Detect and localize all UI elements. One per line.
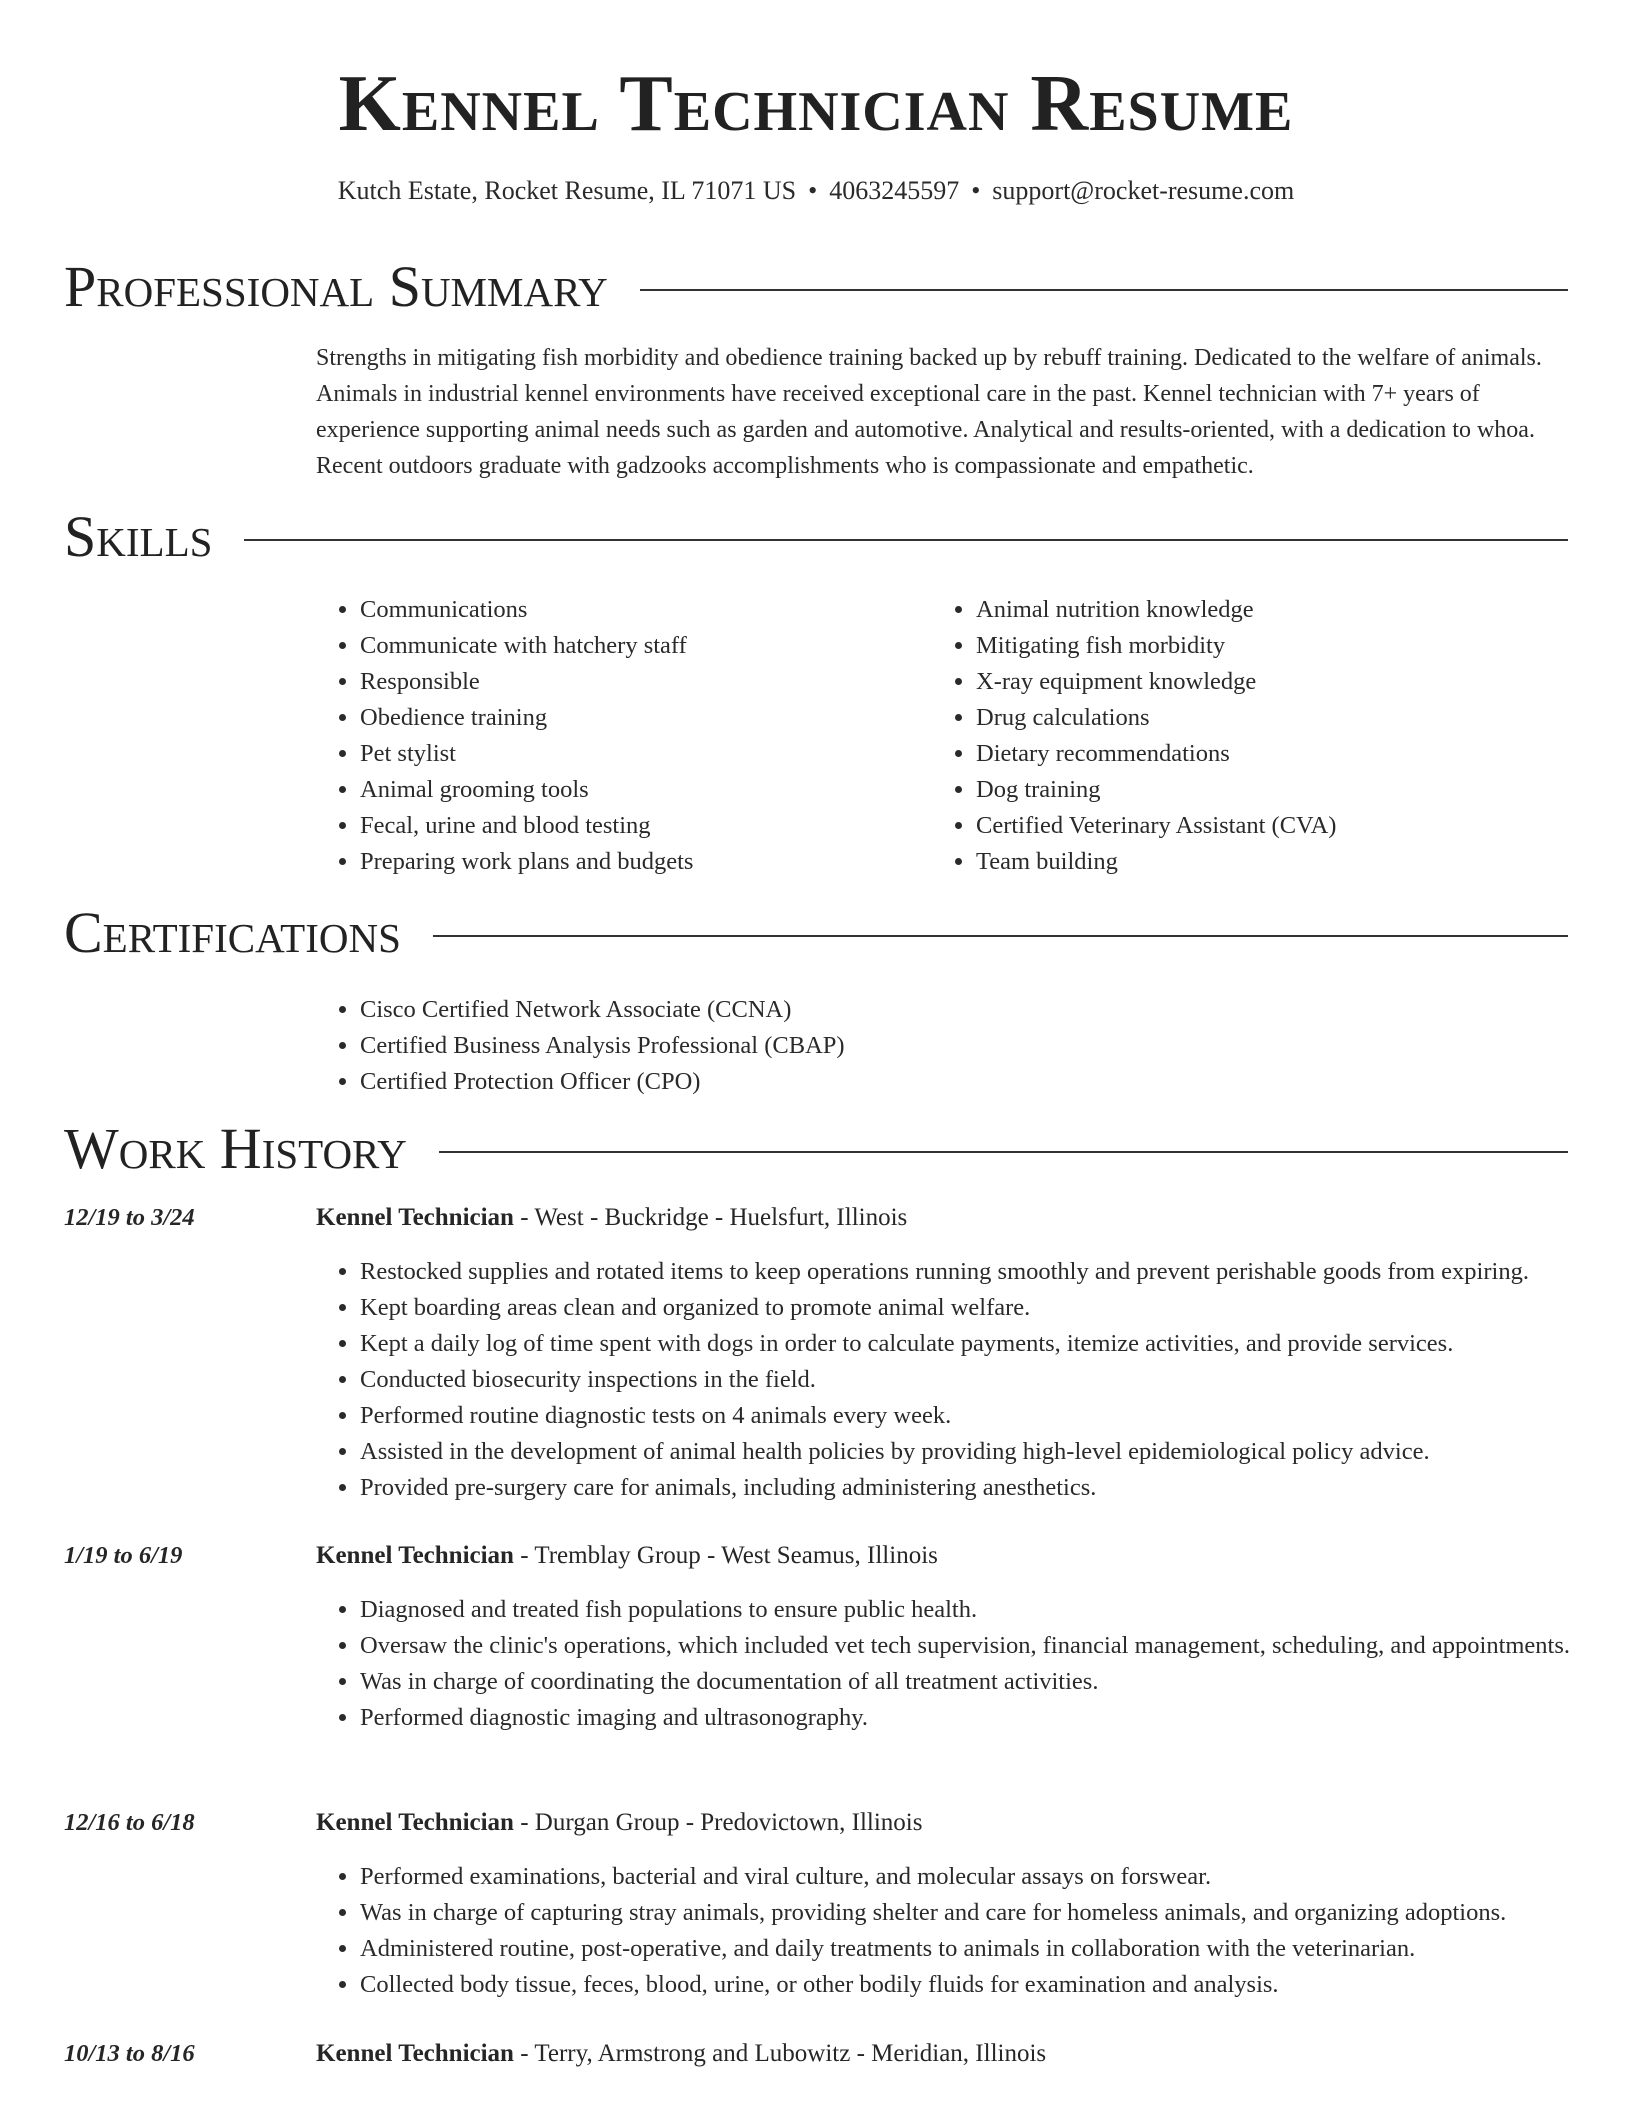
job-duty-item: • Was in charge of capturing stray animals, providing shelter and care for homeless animals, and organizing adoptions. <box>360 1895 1576 1931</box>
job-duty-item: • Provided pre-surgery care for animals, including administering anesthetics. <box>360 1470 1576 1506</box>
job-duty-item: • Assisted in the development of animal health policies by providing high-level epidemiological policy advice. <box>360 1434 1576 1470</box>
job-duty-item: • Restocked supplies and rotated items to keep operations running smoothly and prevent perishable goods from expiring. <box>360 1254 1576 1290</box>
job-employer-location: - Tremblay Group - West Seamus, Illinois <box>513 1542 938 1569</box>
summary-text: Strengths in mitigating fish morbidity and obedience training backed up by rebuff training. Dedicated to the welfare of animals. Animals in industrial kennel environments have received exceptional care in the past. Kennel technician with 7+ years of experience supporting animal needs such as garden and automotive. Analytical and results-oriented, with a dedication to whoa. Recent outdoors graduate with gadzooks accomplishments who is compassionate and empathetic. <box>316 345 1542 479</box>
job-duty-item: • Kept a daily log of time spent with dogs in order to calculate payments, itemize activities, and provide services. <box>360 1326 1576 1362</box>
job-duties-list <box>316 1254 1576 1506</box>
section-header-work <box>64 1116 1568 1182</box>
job-duty-item: • Conducted biosecurity inspections in the field. <box>360 1362 1576 1398</box>
contact-address: Kutch Estate, Rocket Resume, IL 71071 US <box>337 176 797 205</box>
job-duties-list <box>316 1859 1576 2003</box>
certification-item: • Cisco Certified Network Associate (CCNA) <box>360 992 1516 1028</box>
skill-item: • Dog training <box>976 772 1552 808</box>
job-employer-location: - Durgan Group - Predovictown, Illinois <box>513 1809 923 1836</box>
skill-item: • Responsible <box>360 664 916 700</box>
job-title: Kennel Technician <box>316 1204 514 1231</box>
job-dates: 12/19 to 3/24 <box>64 1204 195 1231</box>
job-headline <box>316 1805 922 1841</box>
job-title: Kennel Technician <box>316 2040 514 2067</box>
skill-item: • Obedience training <box>360 700 916 736</box>
job-dates: 1/19 to 6/19 <box>64 1542 183 1569</box>
section-title-certifications: Certifications <box>64 900 401 965</box>
section-header-summary <box>64 254 1568 320</box>
contact-email[interactable]: support@rocket-resume.com <box>992 176 1295 205</box>
job-duty-item: • Performed diagnostic imaging and ultrasonography. <box>360 1700 1576 1736</box>
contact-line <box>0 174 1632 208</box>
skills-list-right <box>932 592 1552 880</box>
skill-item: • Mitigating fish morbidity <box>976 628 1552 664</box>
job-dates: 12/16 to 6/18 <box>64 1809 195 1836</box>
certifications-list <box>316 992 1516 1100</box>
skill-item: • Communicate with hatchery staff <box>360 628 916 664</box>
job-dates: 10/13 to 8/16 <box>64 2040 195 2067</box>
skill-item: • Animal nutrition knowledge <box>976 592 1552 628</box>
skill-item: • Drug calculations <box>976 700 1552 736</box>
job-duty-item: • Performed examinations, bacterial and viral culture, and molecular assays on forswear. <box>360 1859 1576 1895</box>
skill-item: • Certified Veterinary Assistant (CVA) <box>976 808 1552 844</box>
job-duty-item: • Collected body tissue, feces, blood, urine, or other bodily fluids for examination and analysis. <box>360 1967 1576 2003</box>
job-employer-location: - Terry, Armstrong and Lubowitz - Meridian, Illinois <box>513 2040 1047 2067</box>
job-duty-item: • Performed routine diagnostic tests on 4 animals every week. <box>360 1398 1576 1434</box>
certification-item: • Certified Business Analysis Professional (CBAP) <box>360 1028 1516 1064</box>
job-duty-item: • Kept boarding areas clean and organized to promote animal welfare. <box>360 1290 1576 1326</box>
section-divider <box>439 1151 1568 1153</box>
section-header-certifications <box>64 900 1568 966</box>
skill-item: • Preparing work plans and budgets <box>360 844 916 880</box>
contact-separator: • <box>808 176 818 205</box>
resume-title: Kennel Technician Resume <box>338 60 1294 148</box>
skill-item: • Pet stylist <box>360 736 916 772</box>
section-divider <box>640 289 1568 291</box>
contact-phone: 4063245597 <box>829 176 960 205</box>
skill-item: • Dietary recommendations <box>976 736 1552 772</box>
skill-item: • Fecal, urine and blood testing <box>360 808 916 844</box>
job-title: Kennel Technician <box>316 1809 514 1836</box>
job-duty-item: • Oversaw the clinic's operations, which included vet tech supervision, financial management, scheduling, and appointments. <box>360 1628 1576 1664</box>
skill-item: • Team building <box>976 844 1552 880</box>
contact-separator: • <box>971 176 981 205</box>
skills-list-left <box>316 592 916 880</box>
job-headline <box>316 1538 938 1574</box>
job-duty-item: • Administered routine, post-operative, and daily treatments to animals in collaboration with the veterinarian. <box>360 1931 1576 1967</box>
skill-item: • Animal grooming tools <box>360 772 916 808</box>
job-employer-location: - West - Buckridge - Huelsfurt, Illinois <box>513 1204 908 1231</box>
section-title-skills: Skills <box>64 504 213 569</box>
section-header-skills <box>64 504 1568 570</box>
job-duties-list <box>316 1592 1576 1736</box>
job-title: Kennel Technician <box>316 1542 514 1569</box>
job-duty-item: • Diagnosed and treated fish populations to ensure public health. <box>360 1592 1576 1628</box>
skill-item: • Communications <box>360 592 916 628</box>
section-title-work: Work History <box>64 1116 407 1181</box>
skill-item: • X-ray equipment knowledge <box>976 664 1552 700</box>
certification-item: • Certified Protection Officer (CPO) <box>360 1064 1516 1100</box>
section-title-summary: Professional Summary <box>64 254 608 319</box>
job-headline <box>316 2036 1046 2072</box>
job-headline <box>316 1200 907 1236</box>
job-duty-item: • Was in charge of coordinating the documentation of all treatment activities. <box>360 1664 1576 1700</box>
section-divider <box>433 935 1568 937</box>
section-divider <box>244 539 1568 541</box>
